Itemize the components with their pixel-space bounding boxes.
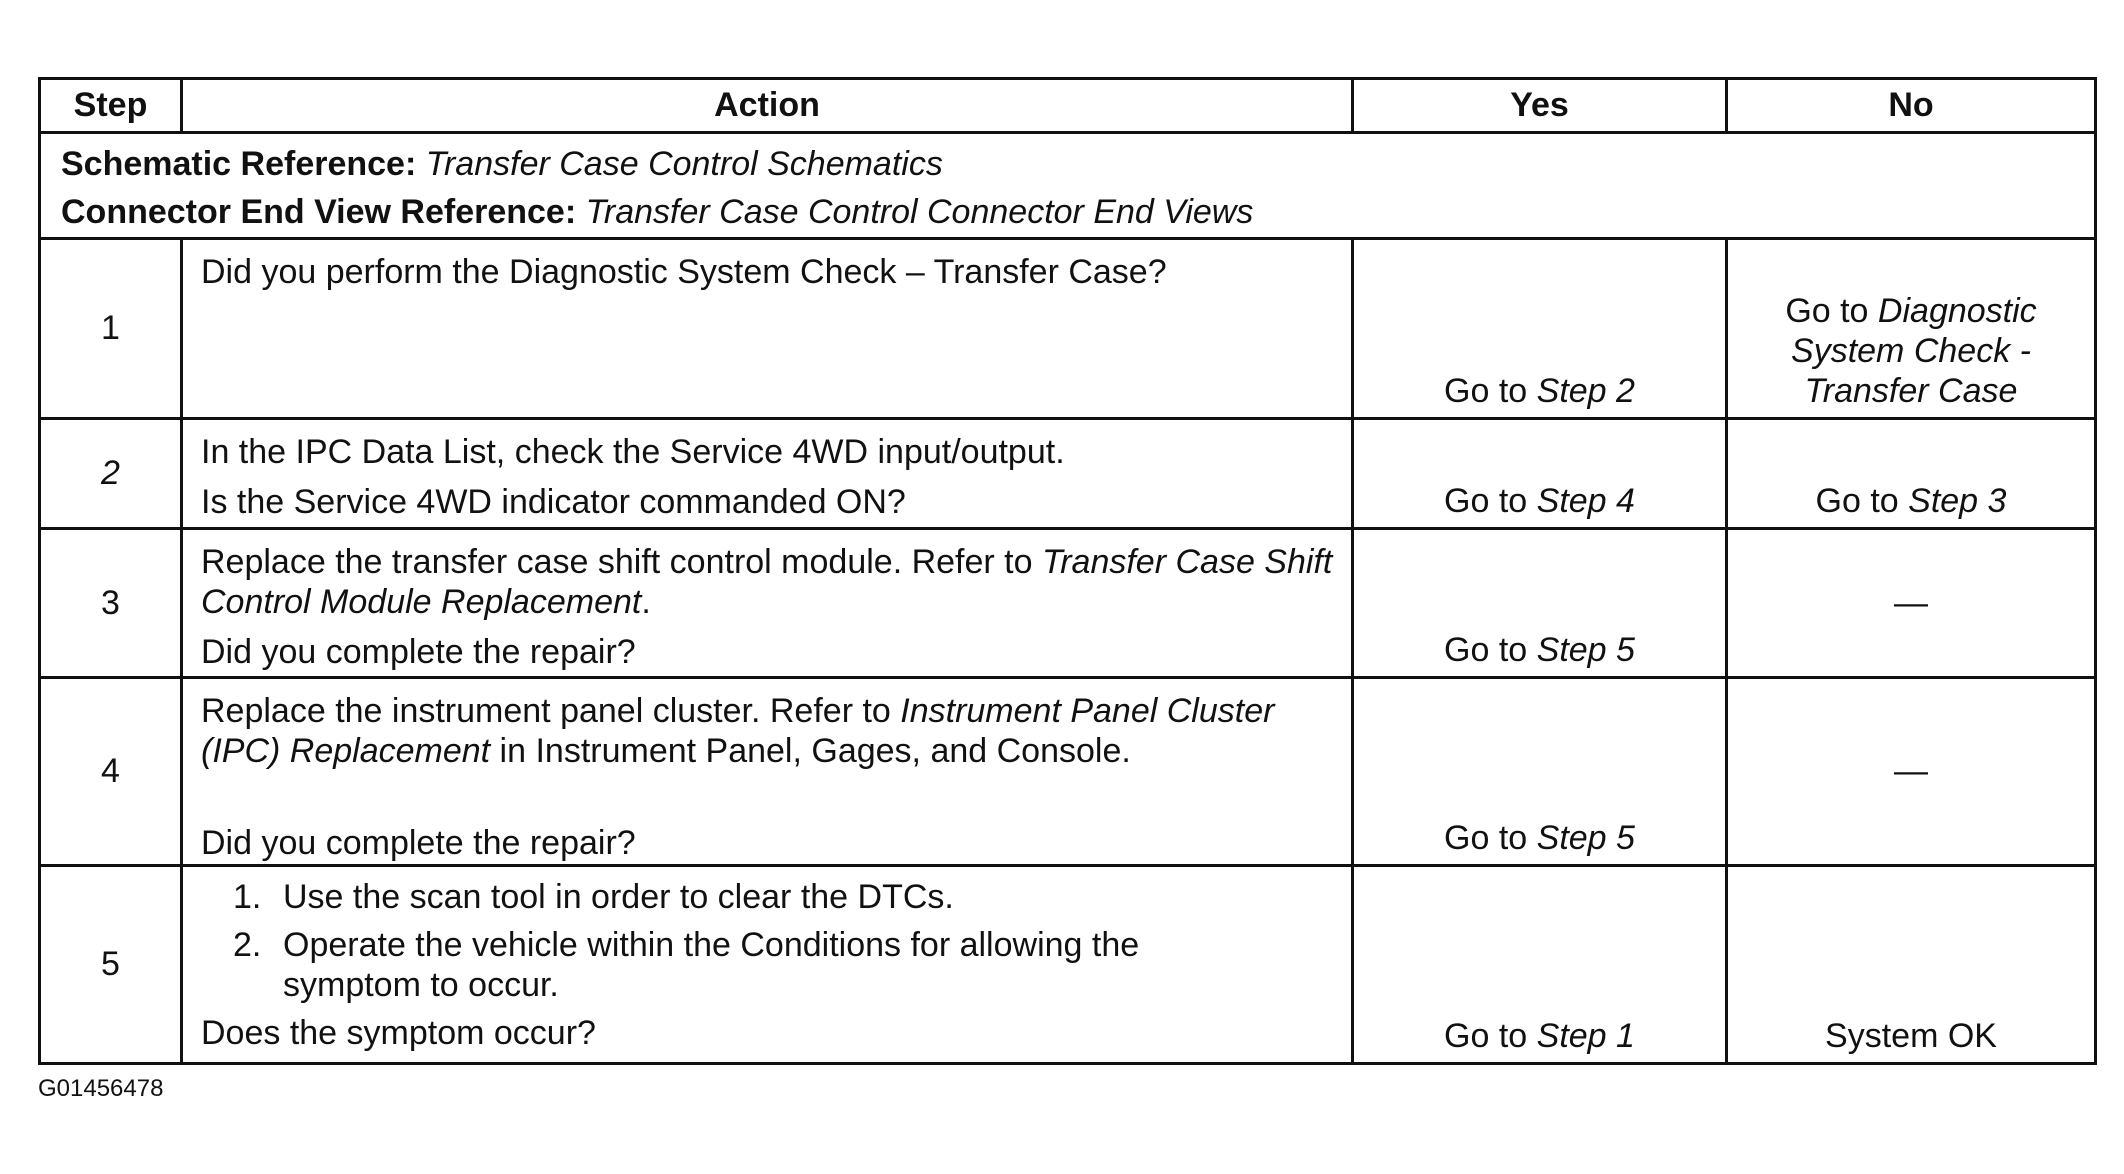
action-cell bbox=[182, 419, 1353, 529]
yes-link[interactable]: Step 5 bbox=[1536, 630, 1635, 669]
action-cell bbox=[182, 678, 1353, 866]
connector-reference bbox=[61, 190, 2074, 234]
action-question: Did you complete the repair? bbox=[201, 633, 636, 672]
no-cell bbox=[1727, 678, 2096, 866]
no-cell bbox=[1727, 239, 2096, 419]
yes-cell bbox=[1353, 866, 1727, 1064]
schematic-reference-link[interactable]: Transfer Case Control Schematics bbox=[425, 145, 943, 183]
reference-cell bbox=[40, 133, 2096, 239]
step-number: 1 bbox=[40, 239, 182, 419]
action-link[interactable]: Instrument Panel Cluster (IPC) Replacement bbox=[201, 692, 1275, 771]
action-text-suffix: in Instrument Panel, Gages, and Console. bbox=[490, 732, 1131, 771]
yes-prefix: Go to bbox=[1444, 481, 1537, 520]
table-row bbox=[40, 866, 2096, 1064]
no-result: System OK bbox=[1825, 1016, 1997, 1055]
no-prefix: Go to bbox=[1785, 291, 1878, 330]
table-row bbox=[40, 678, 2096, 866]
yes-cell bbox=[1353, 529, 1727, 678]
action-text bbox=[201, 691, 1333, 771]
no-cell bbox=[1727, 529, 2096, 678]
header-yes: Yes bbox=[1353, 79, 1727, 133]
yes-link[interactable]: Step 5 bbox=[1536, 818, 1635, 857]
action-text-suffix: . bbox=[641, 583, 651, 622]
action-text: Did you perform the Diagnostic System Check – Transfer Case? bbox=[201, 253, 1167, 291]
action-question: Does the symptom occur? bbox=[201, 1014, 596, 1053]
figure-id: G01456478 bbox=[38, 1075, 164, 1102]
step-number: 2 bbox=[40, 419, 182, 529]
action-link[interactable]: Transfer Case Shift Control Module Replacement bbox=[201, 543, 1333, 622]
yes-prefix: Go to bbox=[1444, 371, 1537, 410]
step-number: 3 bbox=[40, 529, 182, 678]
header-step: Step bbox=[40, 79, 182, 133]
list-item-number: 1. bbox=[233, 878, 262, 916]
action-cell bbox=[182, 239, 1353, 419]
table-row bbox=[40, 529, 2096, 678]
yes-prefix: Go to bbox=[1444, 818, 1537, 857]
yes-prefix: Go to bbox=[1444, 1016, 1537, 1055]
table-row bbox=[40, 419, 2096, 529]
action-text bbox=[201, 542, 1333, 622]
yes-link[interactable]: Step 4 bbox=[1536, 481, 1635, 520]
list-item-number: 2. bbox=[233, 926, 262, 965]
action-text-prefix: Replace the instrument panel cluster. Refer to bbox=[201, 692, 901, 730]
list-item-text: Use the scan tool in order to clear the DTCs. bbox=[283, 878, 954, 916]
yes-cell bbox=[1353, 678, 1727, 866]
yes-cell bbox=[1353, 419, 1727, 529]
table-row bbox=[40, 239, 2096, 419]
no-link[interactable]: Step 3 bbox=[1908, 481, 2007, 520]
action-cell bbox=[182, 529, 1353, 678]
yes-prefix: Go to bbox=[1444, 630, 1537, 669]
list-item bbox=[201, 925, 1333, 1005]
yes-cell bbox=[1353, 239, 1727, 419]
list-item bbox=[201, 877, 1333, 917]
action-list bbox=[201, 877, 1333, 1005]
step-number: 5 bbox=[40, 866, 182, 1064]
reference-row bbox=[40, 133, 2096, 239]
yes-link[interactable]: Step 2 bbox=[1536, 371, 1635, 410]
action-question: Did you complete the repair? bbox=[201, 824, 636, 863]
action-question: Is the Service 4WD indicator commanded ON? bbox=[201, 483, 906, 522]
header-action: Action bbox=[182, 79, 1353, 133]
no-link[interactable]: Diagnostic System Check - Transfer Case bbox=[1791, 291, 2037, 410]
list-item-text: Operate the vehicle within the Conditions for allowing the symptom to occur. bbox=[283, 926, 1140, 1005]
action-text-prefix: Replace the transfer case shift control module. Refer to bbox=[201, 543, 1042, 581]
no-cell bbox=[1727, 419, 2096, 529]
no-prefix: Go to bbox=[1815, 481, 1909, 520]
schematic-reference bbox=[61, 142, 2074, 186]
action-cell bbox=[182, 866, 1353, 1064]
schematic-reference-label: Schematic Reference: bbox=[61, 145, 417, 183]
connector-reference-label: Connector End View Reference: bbox=[61, 193, 577, 231]
connector-reference-link[interactable]: Transfer Case Control Connector End Views bbox=[585, 193, 1254, 231]
header-no: No bbox=[1727, 79, 2096, 133]
action-text: In the IPC Data List, check the Service 4WD input/output. bbox=[201, 433, 1065, 471]
step-number: 4 bbox=[40, 678, 182, 866]
header-row bbox=[40, 79, 2096, 133]
yes-link[interactable]: Step 1 bbox=[1536, 1016, 1635, 1055]
no-dash: — bbox=[1894, 752, 1928, 791]
no-cell bbox=[1727, 866, 2096, 1064]
no-dash: — bbox=[1894, 583, 1928, 622]
diagnostic-table bbox=[38, 77, 2097, 1065]
